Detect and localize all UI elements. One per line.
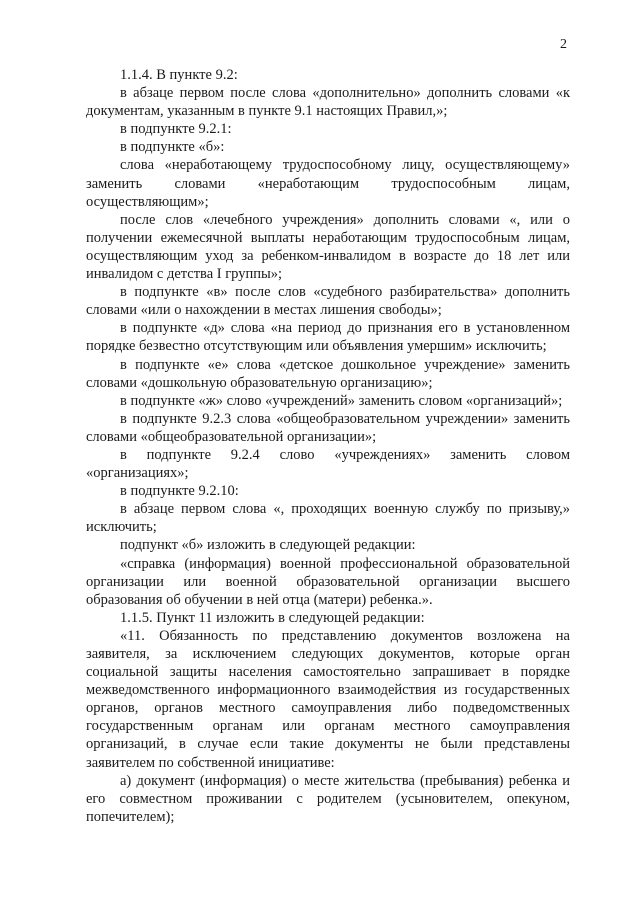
paragraph: «справка (информация) военной профессиональной образовательной организации или военной образовательной организации высшего образования об обучении в ней отца (матери) ребенка.». <box>86 555 570 608</box>
paragraph: в подпункте «б»: <box>120 139 225 156</box>
paragraph: а) документ (информация) о месте жительства (пребывания) ребенка и его совместном проживании с родителем (усыновителем, опекуном, попечителем); <box>86 772 570 825</box>
paragraph: «11. Обязанность по представлению документов возложена на заявителя, за исключением следующих документов, которые орган социальной защиты населения самостоятельно запрашивает в порядке межведомственного информационного взаимодействия из государственных органов, органов местного самоуправления либо подведомственных государственным органам или органам местного самоуправления организаций, в случае если такие документы не были представлены заявителем по собственной инициативе: <box>86 627 570 771</box>
paragraph: в подпункте 9.2.3 слова «общеобразовательном учреждении» заменить словами «общеобразовательной организации»; <box>86 410 570 445</box>
document-body <box>86 66 570 826</box>
paragraph: в подпункте 9.2.10: <box>120 483 239 500</box>
paragraph: в подпункте «д» слова «на период до признания его в установленном порядке безвестно отсутствующим или объявления умершим» исключить; <box>86 320 570 355</box>
paragraph: в подпункте 9.2.1: <box>120 121 232 138</box>
paragraph: подпункт «б» изложить в следующей редакции: <box>120 537 416 554</box>
paragraph: после слов «лечебного учреждения» дополнить словами «, или о получении ежемесячной выплаты неработающим трудоспособным лицам, осуществляющим уход за ребенком-инвалидом в возрасте до 18 лет или инвалидом с детства I группы»; <box>86 211 570 283</box>
page-number: 2 <box>560 37 567 52</box>
paragraph: в подпункте «в» после слов «судебного разбирательства» дополнить словами «или о нахождении в местах лишения свободы»; <box>86 284 570 319</box>
paragraph-1-1-5-heading: 1.1.5. Пункт 11 изложить в следующей редакции: <box>120 609 425 626</box>
paragraph: в подпункте 9.2.4 слово «учреждениях» заменить словом «организациях»; <box>86 446 570 482</box>
paragraph: в абзаце первом слова «, проходящих военную службу по призыву,» исключить; <box>86 501 570 536</box>
paragraph: слова «неработающему трудоспособному лицу, осуществляющему» заменить словами «неработающим трудоспособным лицам, осуществляющим»; <box>86 157 570 210</box>
paragraph-1-1-4-heading: 1.1.4. В пункте 9.2: <box>120 67 238 83</box>
paragraph: в абзаце первом после слова «дополнительно» дополнить словами «к документам, указанным в пункте 9.1 настоящих Правил,»; <box>86 85 570 120</box>
paragraph: в подпункте «е» слова «детское дошкольное учреждение» заменить словами «дошкольную образовательную организацию»; <box>86 356 570 391</box>
paragraph: в подпункте «ж» слово «учреждений» заменить словом «организаций»; <box>120 392 563 409</box>
